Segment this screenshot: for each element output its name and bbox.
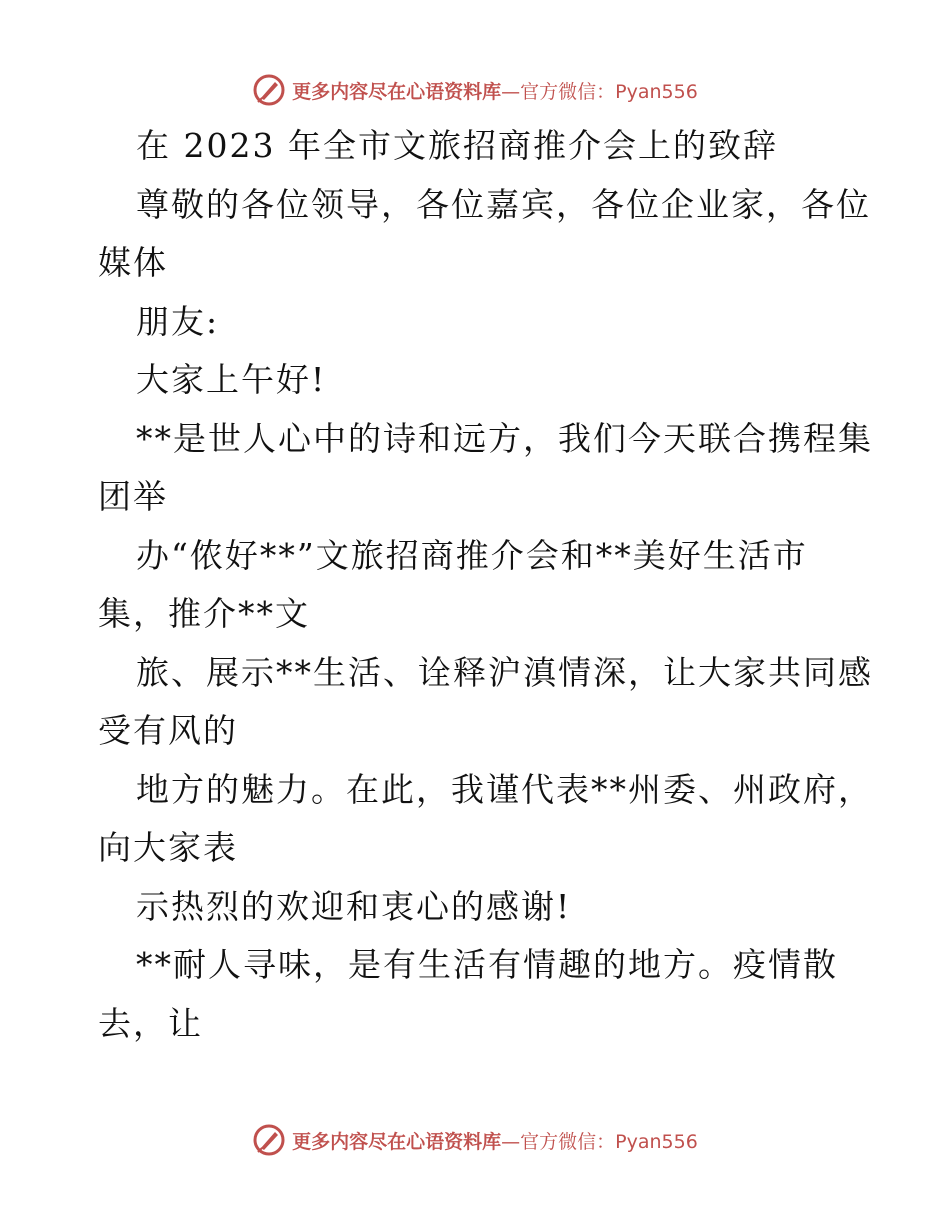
text-line: 地方的魅力。在此，我谨代表**州委、州政府，: [136, 769, 873, 809]
document-body: [98, 117, 873, 1053]
text-line: 集，推介**文: [98, 594, 310, 633]
quill-pen-logo-icon: [252, 1123, 286, 1157]
banner-text: [292, 77, 698, 104]
quill-pen-logo-icon: [252, 73, 286, 107]
text-line: 媒体: [98, 243, 168, 282]
text-line: 团举: [98, 477, 168, 516]
banner-main-text: 更多内容尽在心语资料库: [292, 80, 502, 103]
banner-text: [292, 1127, 698, 1154]
text-line: 旅、展示**生活、诠释沪滇情深，让大家共同感: [136, 652, 873, 692]
text-line: 示热烈的欢迎和衷心的感谢!: [136, 886, 572, 926]
banner-separator: —: [501, 80, 521, 103]
banner-wechat-text: 官方微信：Pyan556: [520, 80, 698, 103]
text-line: 尊敬的各位领导，各位嘉宾，各位企业家，各位: [136, 184, 871, 224]
document-title: 在 2023 年全市文旅招商推介会上的致辞: [136, 126, 778, 165]
text-line: 大家上午好!: [136, 360, 327, 399]
banner-main-text: 更多内容尽在心语资料库: [292, 1130, 502, 1153]
text-line: **是世人心中的诗和远方，我们今天联合携程集: [136, 418, 873, 458]
header-banner: [0, 70, 950, 110]
text-line: 受有风的: [98, 711, 238, 750]
text-line: 办“侬好**”文旅招商推介会和**美好生活市: [136, 535, 808, 575]
banner-separator: —: [501, 1130, 521, 1153]
text-line: 去，让: [98, 1003, 203, 1043]
text-line: 向大家表: [98, 828, 238, 867]
text-line: **耐人寻味，是有生活有情趣的地方。疫情散: [136, 945, 838, 984]
text-line: 朋友:: [136, 301, 220, 341]
banner-wechat-text: 官方微信：Pyan556: [520, 1130, 698, 1153]
footer-banner: [0, 1120, 950, 1160]
